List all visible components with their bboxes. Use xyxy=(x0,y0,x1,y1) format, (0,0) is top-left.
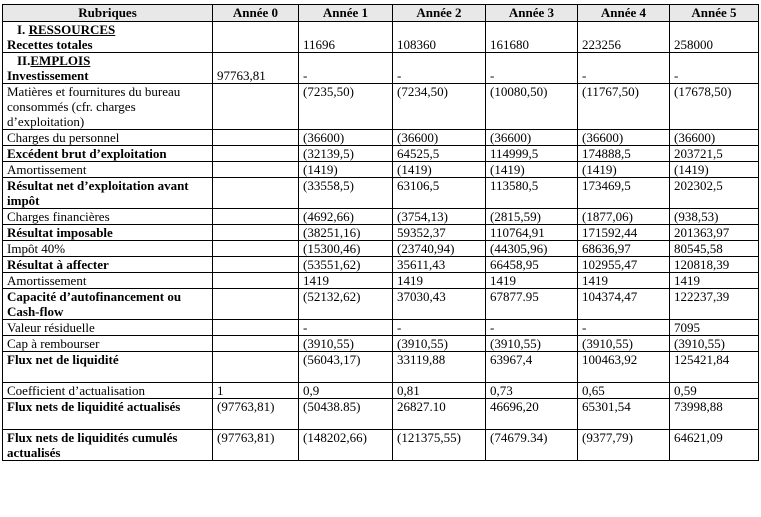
cell: 63967,4 xyxy=(486,352,578,383)
table-row xyxy=(3,273,759,289)
row-label: Impôt 40% xyxy=(3,241,213,257)
row-label: Excédent brut d’exploitation xyxy=(3,146,213,162)
cell: (9377,79) xyxy=(578,430,670,461)
cell: 35611,43 xyxy=(393,257,486,273)
cell: 0,9 xyxy=(299,383,393,399)
cell xyxy=(213,162,299,178)
cell: 73998,88 xyxy=(670,399,759,430)
cell: 1419 xyxy=(670,273,759,289)
cell: 1419 xyxy=(393,273,486,289)
header-annee-5: Année 5 xyxy=(670,5,759,22)
cell: (36600) xyxy=(393,130,486,146)
table-row xyxy=(3,320,759,336)
cell: 64525,5 xyxy=(393,146,486,162)
row-label-text: Investissement xyxy=(7,68,89,83)
row-label: Charges financières xyxy=(3,209,213,225)
cell: (1419) xyxy=(393,162,486,178)
cell: - xyxy=(299,53,393,84)
table-row xyxy=(3,162,759,178)
cell: 171592,44 xyxy=(578,225,670,241)
cell: - xyxy=(578,53,670,84)
row-label: Flux nets de liquidités cumulés actualisés xyxy=(3,430,213,461)
header-row xyxy=(3,5,759,22)
table-row xyxy=(3,178,759,209)
cell: 201363,97 xyxy=(670,225,759,241)
cell: (2815,59) xyxy=(486,209,578,225)
cell: 37030,43 xyxy=(393,289,486,320)
cell: (23740,94) xyxy=(393,241,486,257)
table-row xyxy=(3,257,759,273)
cell: 114999,5 xyxy=(486,146,578,162)
cell: - xyxy=(486,320,578,336)
table-row xyxy=(3,130,759,146)
cell: 64621,09 xyxy=(670,430,759,461)
cell: (3754,13) xyxy=(393,209,486,225)
cell: 1419 xyxy=(299,273,393,289)
row-label: Valeur résiduelle xyxy=(3,320,213,336)
cell xyxy=(213,130,299,146)
row-label: Cap à rembourser xyxy=(3,336,213,352)
row-label: Flux net de liquidité xyxy=(3,352,213,383)
header-rubriques: Rubriques xyxy=(3,5,213,22)
cell: - xyxy=(393,320,486,336)
cell: - xyxy=(486,53,578,84)
cell: 67877.95 xyxy=(486,289,578,320)
cell: 7095 xyxy=(670,320,759,336)
cell: 65301,54 xyxy=(578,399,670,430)
table-row xyxy=(3,399,759,430)
table-row xyxy=(3,146,759,162)
table-row xyxy=(3,209,759,225)
row-label: Matières et fournitures du bureau consommés (cfr. charges d’exploitation) xyxy=(3,84,213,130)
cell: - xyxy=(578,320,670,336)
cell: (1419) xyxy=(299,162,393,178)
cell: (1419) xyxy=(578,162,670,178)
table-row xyxy=(3,383,759,399)
section-title-text: EMPLOIS xyxy=(30,53,91,68)
cell: 104374,47 xyxy=(578,289,670,320)
cell: (36600) xyxy=(578,130,670,146)
section-title-text: RESSOURCES xyxy=(28,22,116,37)
header-annee-4: Année 4 xyxy=(578,5,670,22)
cell: 59352,37 xyxy=(393,225,486,241)
cell xyxy=(213,320,299,336)
cell: 102955,47 xyxy=(578,257,670,273)
cell xyxy=(213,257,299,273)
cell: (938,53) xyxy=(670,209,759,225)
row-label: Résultat imposable xyxy=(3,225,213,241)
table-row-investissement xyxy=(3,53,759,84)
cell xyxy=(213,84,299,130)
cell: (4692,66) xyxy=(299,209,393,225)
row-label-text: Recettes totales xyxy=(7,37,93,52)
cell xyxy=(213,146,299,162)
cell: 1 xyxy=(213,383,299,399)
cell: 202302,5 xyxy=(670,178,759,209)
cell: (121375,55) xyxy=(393,430,486,461)
cell xyxy=(213,336,299,352)
cell xyxy=(213,241,299,257)
row-label: Amortissement xyxy=(3,273,213,289)
cell: 174888,5 xyxy=(578,146,670,162)
cell: (32139,5) xyxy=(299,146,393,162)
cell: 0,59 xyxy=(670,383,759,399)
cell: (97763,81) xyxy=(213,430,299,461)
cell: (56043,17) xyxy=(299,352,393,383)
cell: 125421,84 xyxy=(670,352,759,383)
cell: - xyxy=(393,53,486,84)
header-annee-0: Année 0 xyxy=(213,5,299,22)
header-annee-2: Année 2 xyxy=(393,5,486,22)
cell: (3910,55) xyxy=(393,336,486,352)
table-row xyxy=(3,84,759,130)
cell: (1419) xyxy=(486,162,578,178)
row-label: Amortissement xyxy=(3,162,213,178)
cash-flow-table xyxy=(2,4,759,461)
row-label: Charges du personnel xyxy=(3,130,213,146)
cell: 63106,5 xyxy=(393,178,486,209)
cell: (3910,55) xyxy=(486,336,578,352)
cell: (10080,50) xyxy=(486,84,578,130)
cell: (36600) xyxy=(299,130,393,146)
row-label: Résultat à affecter xyxy=(3,257,213,273)
cell: (17678,50) xyxy=(670,84,759,130)
table-row xyxy=(3,430,759,461)
cell: 110764,91 xyxy=(486,225,578,241)
section-title-emplois: II.EMPLOIS xyxy=(17,53,91,68)
row-label: Capacité d’autofinancement ou Cash-flow xyxy=(3,289,213,320)
cell: (3910,55) xyxy=(670,336,759,352)
cell: 1419 xyxy=(578,273,670,289)
table-row xyxy=(3,241,759,257)
cell: 66458,95 xyxy=(486,257,578,273)
cell: (38251,16) xyxy=(299,225,393,241)
cell: (53551,62) xyxy=(299,257,393,273)
row-label: Flux nets de liquidité actualisés xyxy=(3,399,213,430)
row-label: Résultat net d’exploitation avant impôt xyxy=(3,178,213,209)
cell: 108360 xyxy=(393,22,486,53)
table-row-recettes xyxy=(3,22,759,53)
cell xyxy=(213,22,299,53)
cell xyxy=(213,225,299,241)
section-title-ressources: I. RESSOURCES xyxy=(17,22,116,37)
cell: (1419) xyxy=(670,162,759,178)
cell: 0,81 xyxy=(393,383,486,399)
cell: 68636,97 xyxy=(578,241,670,257)
cell: (1877,06) xyxy=(578,209,670,225)
header-annee-3: Année 3 xyxy=(486,5,578,22)
cell: (44305,96) xyxy=(486,241,578,257)
cell: - xyxy=(299,320,393,336)
table-row xyxy=(3,289,759,320)
cell: 122237,39 xyxy=(670,289,759,320)
cell: (7234,50) xyxy=(393,84,486,130)
row-label: Coefficient d’actualisation xyxy=(3,383,213,399)
cell: 97763,81 xyxy=(213,53,299,84)
cell: (52132,62) xyxy=(299,289,393,320)
cell: - xyxy=(670,53,759,84)
cell: (3910,55) xyxy=(578,336,670,352)
cell: (33558,5) xyxy=(299,178,393,209)
cell xyxy=(213,273,299,289)
cell: 223256 xyxy=(578,22,670,53)
cell: 26827.10 xyxy=(393,399,486,430)
row-label xyxy=(3,53,213,84)
cell: (74679.34) xyxy=(486,430,578,461)
cell: (148202,66) xyxy=(299,430,393,461)
cell xyxy=(213,289,299,320)
row-label xyxy=(3,22,213,53)
cell: (36600) xyxy=(670,130,759,146)
cell: 80545,58 xyxy=(670,241,759,257)
table-row xyxy=(3,225,759,241)
cell: (7235,50) xyxy=(299,84,393,130)
header-annee-1: Année 1 xyxy=(299,5,393,22)
cell: (97763,81) xyxy=(213,399,299,430)
cell: 113580,5 xyxy=(486,178,578,209)
cell: (11767,50) xyxy=(578,84,670,130)
cell: 0,73 xyxy=(486,383,578,399)
table-row xyxy=(3,336,759,352)
cell: (3910,55) xyxy=(299,336,393,352)
cell: 100463,92 xyxy=(578,352,670,383)
cell: 11696 xyxy=(299,22,393,53)
cell xyxy=(213,209,299,225)
cell: 173469,5 xyxy=(578,178,670,209)
table-row xyxy=(3,352,759,383)
cell: (36600) xyxy=(486,130,578,146)
cell: 161680 xyxy=(486,22,578,53)
cell: 120818,39 xyxy=(670,257,759,273)
cell: 33119,88 xyxy=(393,352,486,383)
cell xyxy=(213,178,299,209)
cell: 258000 xyxy=(670,22,759,53)
cell: 0,65 xyxy=(578,383,670,399)
cell: (15300,46) xyxy=(299,241,393,257)
cell: 1419 xyxy=(486,273,578,289)
cell: 203721,5 xyxy=(670,146,759,162)
cell xyxy=(213,352,299,383)
cell: 46696,20 xyxy=(486,399,578,430)
cell: (50438.85) xyxy=(299,399,393,430)
